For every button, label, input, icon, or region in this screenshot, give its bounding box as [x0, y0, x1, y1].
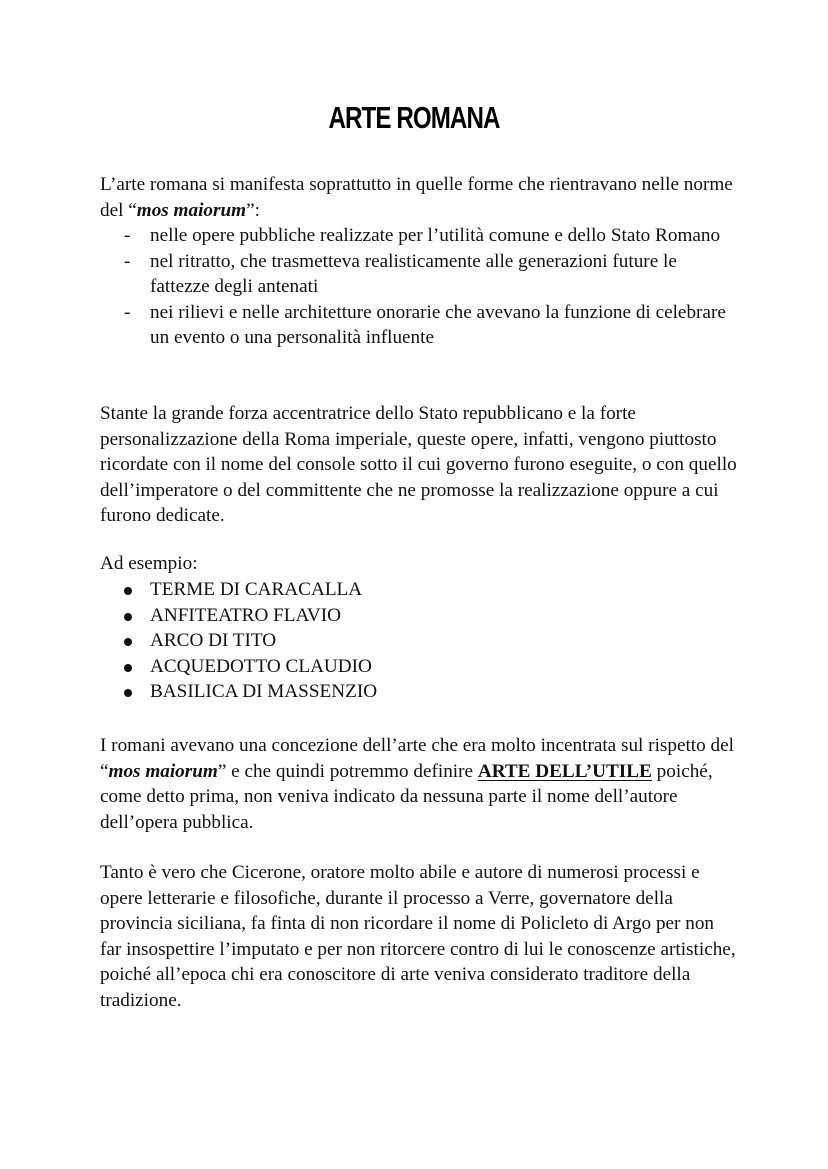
paragraph-arte-utile [100, 733, 740, 835]
bullet-icon [124, 689, 132, 697]
dash-marker: - [124, 301, 131, 323]
bullet-icon [124, 587, 132, 595]
list-item [100, 577, 740, 603]
intro-paragraph [100, 172, 740, 223]
list-item [100, 300, 740, 351]
intro-text-1: L’arte romana si manifesta soprattutto in quelle forme che rientravano nelle norme del “ [100, 174, 733, 221]
examples-label: Ad esempio: [100, 553, 198, 574]
paragraph-text-3: poiché, come detto prima, non veniva indicato da nessuna parte il nome dell’autore dell’opera pubblica. [100, 760, 713, 833]
page-title: ARTE ROMANA [328, 100, 500, 135]
paragraph-cicerone: Tanto è vero che Cicerone, oratore molto abile e autore di numerosi processi e opere letterarie e filosofiche, durante il processo a Verre, governatore della provincia siciliana, fa finta di non ricordare il nome di Policleto di Argo per non far insospettire l’imputato e per non ritorcere contro di lui le conoscenze artistiche, poiché all’epoca chi era conoscitore di arte veniva considerato traditore della tradizione. [100, 862, 736, 1011]
list-item [100, 223, 740, 249]
list-item [100, 249, 740, 300]
paragraph-text-2: ” e che quindi potremmo definire [217, 760, 478, 782]
list-item-text: ACQUEDOTTO CLAUDIO [150, 655, 372, 677]
list-item [100, 654, 740, 680]
examples-list [100, 577, 740, 705]
list-item-text: ARCO DI TITO [150, 630, 277, 652]
bullet-icon [124, 613, 132, 621]
dash-marker: - [124, 250, 131, 272]
paragraph-state-power: Stante la grande forza accentratrice dello Stato repubblicano e la forte personalizzazione della Roma imperiale, queste opere, infatti, vengono piuttosto ricordate con il nome del console sotto il cui governo furono eseguite, o con quello dell’imperatore o del committente che ne promosse la realizzazione oppure a cui furono dedicate. [100, 403, 737, 527]
list-item-text: nei rilievi e nelle architetture onorarie che avevano la funzione di celebrare un evento o una personalità influente [150, 301, 726, 349]
mos-maiorum-emphasis: mos maiorum [136, 199, 247, 221]
mos-maiorum-emphasis: mos maiorum [108, 760, 218, 782]
list-item-text: BASILICA DI MASSENZIO [150, 681, 378, 703]
list-item-text: TERME DI CARACALLA [150, 579, 363, 600]
list-item-text: ANFITEATRO FLAVIO [150, 604, 341, 626]
arte-dell-utile-highlight: ARTE DELL’UTILE [477, 760, 652, 782]
dash-list [100, 223, 740, 351]
bullet-icon [124, 638, 132, 646]
list-item [100, 679, 740, 705]
list-item-text: nelle opere pubbliche realizzate per l’utilità comune e dello Stato Romano [150, 225, 721, 246]
list-item [100, 628, 740, 654]
bullet-icon [124, 664, 132, 672]
intro-text-2: ”: [246, 199, 260, 221]
dash-marker: - [124, 225, 131, 246]
list-item-text: nel ritratto, che trasmetteva realisticamente alle generazioni future le fattezze degli antenati [150, 250, 677, 298]
list-item [100, 603, 740, 629]
paragraph-text-1: I romani avevano una concezione dell’arte che era molto incentrata sul rispetto del “ [100, 735, 734, 782]
